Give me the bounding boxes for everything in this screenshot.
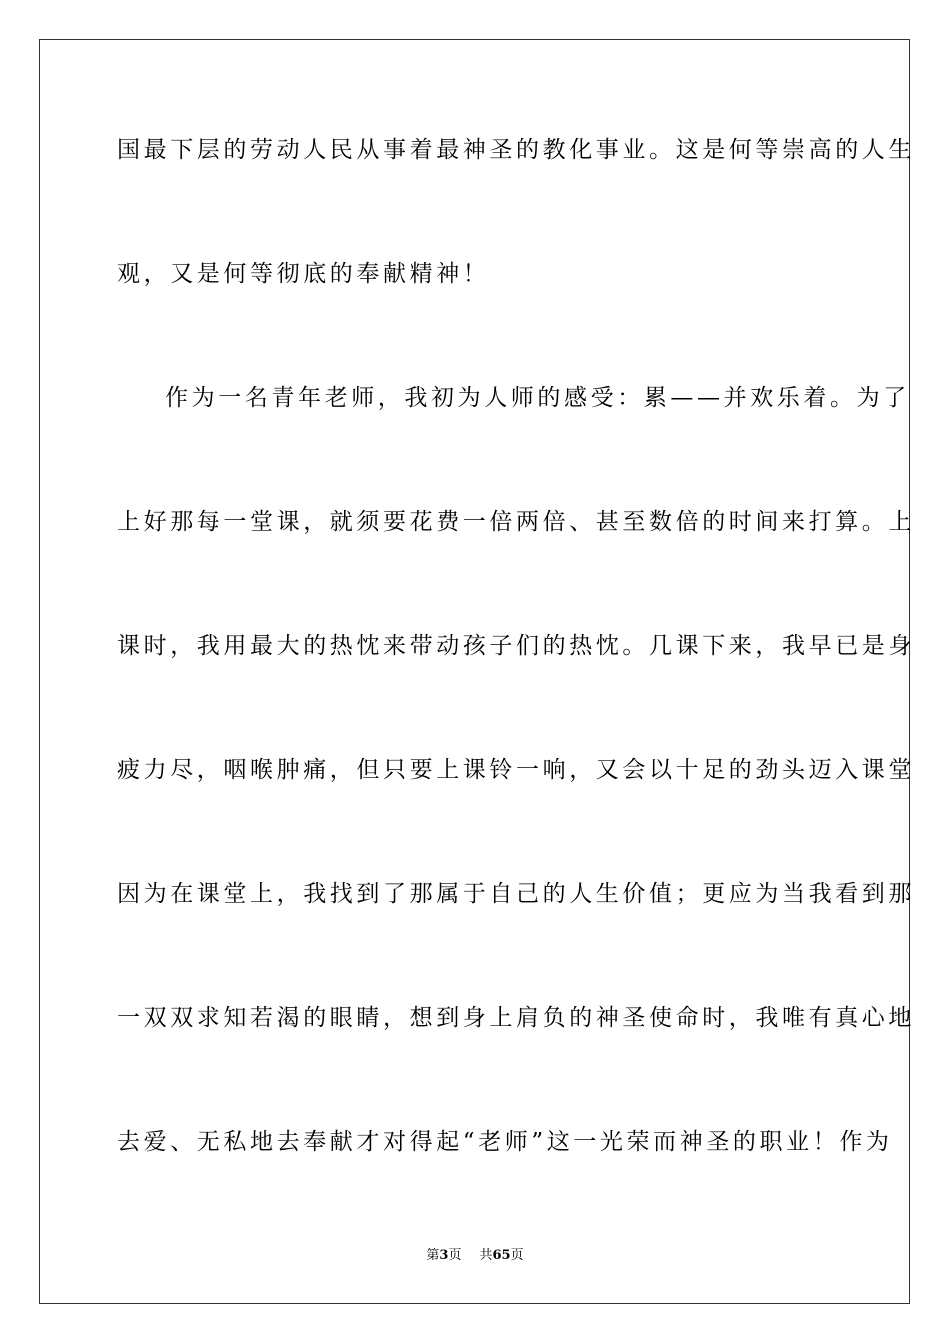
page-indicator <box>426 1248 461 1264</box>
text-line-2: 观，又是何等彻底的奉献精神！ <box>117 261 490 287</box>
text-line-4: 上好那每一堂课，就须要花费一倍两倍、甚至数倍的时间来打算。上 <box>117 509 915 535</box>
total-pages-indicator <box>479 1248 523 1264</box>
text-line-3-paragraph-start: 作为一名青年老师，我初为人师的感受：累——并欢乐着。为了 <box>165 385 910 411</box>
page-footer <box>0 1248 950 1264</box>
page-prefix: 第 <box>426 1248 440 1263</box>
text-line-5: 课时，我用最大的热忱来带动孩子们的热忱。几课下来，我早已是身 <box>117 633 915 659</box>
total-pages: 65 <box>492 1248 511 1263</box>
total-prefix: 共 <box>479 1248 493 1263</box>
total-suffix: 页 <box>510 1248 524 1263</box>
text-line-9: 去爱、无私地去奉献才对得起“老师”这一光荣而神圣的职业！作为 <box>117 1129 893 1155</box>
page-number: 3 <box>439 1248 449 1263</box>
text-line-7: 因为在课堂上，我找到了那属于自己的人生价值；更应为当我看到那 <box>117 881 915 907</box>
text-line-1: 国最下层的劳动人民从事着最神圣的教化事业。这是何等崇高的人生 <box>117 137 915 163</box>
text-line-6: 疲力尽，咽喉肿痛，但只要上课铃一响，又会以十足的劲头迈入课堂 <box>117 757 915 783</box>
page-suffix: 页 <box>448 1248 462 1263</box>
text-line-8: 一双双求知若渴的眼睛，想到身上肩负的神圣使命时，我唯有真心地 <box>117 1005 915 1031</box>
page-border <box>39 39 915 1304</box>
